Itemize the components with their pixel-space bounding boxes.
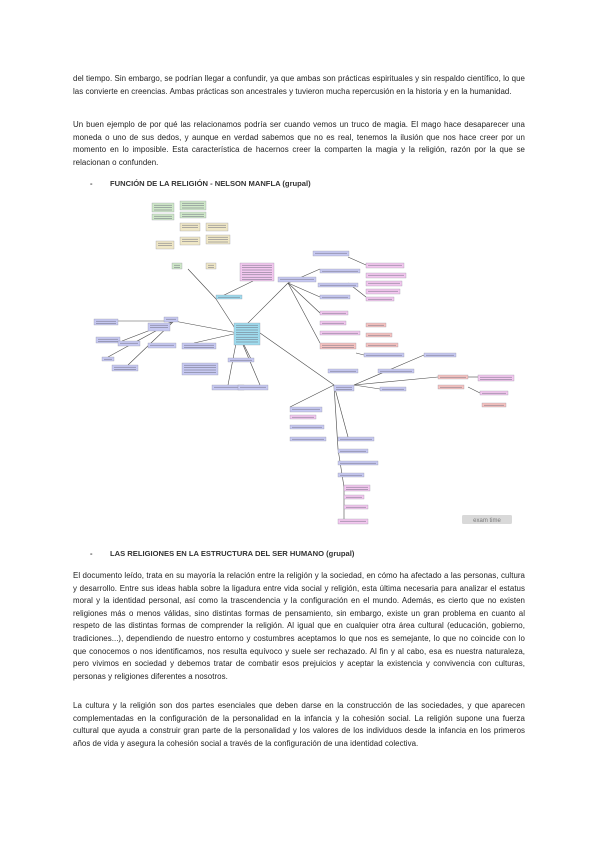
concept-map-node [156, 241, 174, 249]
concept-map-connector [260, 333, 334, 385]
concept-map-node [320, 343, 356, 349]
concept-map-node [313, 251, 349, 256]
concept-map-connector [288, 283, 320, 313]
concept-map-node [366, 281, 402, 286]
concept-map-node [152, 214, 174, 220]
concept-map-connector [354, 377, 438, 385]
concept-map-image [88, 193, 520, 529]
concept-map-node [278, 277, 316, 282]
concept-map-connector [288, 283, 320, 343]
concept-map-connector [188, 269, 216, 299]
concept-map-node [148, 323, 170, 331]
section-heading-funcion-religion [90, 179, 311, 188]
concept-map-node [344, 485, 370, 491]
concept-map-connector [290, 385, 334, 407]
concept-map-node [182, 363, 218, 375]
concept-map-node [148, 343, 176, 348]
concept-map-node [206, 223, 228, 231]
concept-map-node [206, 263, 216, 269]
concept-map-connector [468, 387, 480, 393]
heading-text: LAS RELIGIONES EN LA ESTRUCTURA DEL SER HUMANO (grupal) [110, 549, 355, 558]
heading-text: FUNCIÓN DE LA RELIGIÓN - NELSON MANFLA (grupal) [110, 179, 311, 188]
concept-map-connector [334, 385, 348, 437]
watermark-text: exam time [473, 518, 501, 524]
concept-map-connector [356, 353, 364, 355]
paragraph-culture-religion: La cultura y la religión son dos partes esenciales que deben darse en la construcción de las sociedades, y que aparecen complementadas en la configuración de la personalidad en la infancia y la cohesión social. La religión supone una fuerza cultural que ayuda a construir gran parte de la personalidad y los valores de los individuos desde la infancia en los primeros años de vida y asegura la cohesión social a través de la configuración de una identidad colectiva. [73, 701, 525, 748]
concept-map-connector [348, 257, 366, 265]
paragraph-document-summary: El documento leído, trata en su mayoría la relación entre la religión y la sociedad, en cómo ha afectado a las personas, cultura y desarrollo. Entre sus ideas habla sobre la ligadura entre vida social y religión, esta última necesaria para analizar el estatus moral y la identidad personal, así como la trascendencia y la configuración en el mundo. Además, es cierto que no existen religiones más o menos válidas, sino distintas formas de pensamiento, sin embargo, existe un gran problema en cuanto al respeto de las distintas formas de comprender la religión. Al igual que en cualquier otra área cultural (educación, gobierno, tradiciones...), dependiendo de nuestro entorno y costumbres aceptamos lo que nos es semejante, lo que no coincide con lo que conocemos o nos identificamos, nos resulta equívoco y suele ser rechazado. Al fin y al cabo, esa es nuestra naturaleza, pero vivimos en sociedad y debemos tratar de combatir esos prejuicios y aceptar la existencia y convivencia con culturas, personas y religiones diferentes a nosotros. [73, 571, 525, 681]
concept-map-node [240, 263, 274, 281]
concept-map-connector [288, 283, 320, 297]
paragraph-magic-religion-intro: del tiempo. Sin embargo, se podrían llegar a confundir, ya que ambas son prácticas espirituales y sin respaldo científico, lo que las convierte en creencias. Ambas prácticas son ancestrales y tuvieron mucha repercusión en la historia y en la humanidad. [73, 74, 525, 96]
section-heading-religiones-estructura [90, 549, 354, 558]
concept-map-connector [334, 385, 338, 449]
paragraph-magic-trick-example: Un buen ejemplo de por qué las relacionamos podría ser cuando vemos un truco de magia. El mago hace desaparecer una moneda o uno de sus dedos, y aunque en verdad sabemos que no es real, tenemos la ilusión que nos hace creer por un momento en lo imposible. Esta característica de hacernos creer la comparten la magia y la religión, razón por la que se relacionan o confunden. [73, 120, 525, 167]
concept-map-connector [354, 385, 380, 389]
concept-map-node [96, 337, 120, 343]
concept-map-node [366, 289, 400, 294]
concept-map-node [366, 273, 406, 278]
concept-map-node [180, 223, 200, 231]
concept-map-connector [174, 321, 238, 333]
concept-map-node [164, 317, 178, 322]
heading-bullet: - [90, 549, 93, 558]
concept-map-node [172, 263, 182, 269]
concept-map-node [180, 237, 200, 245]
concept-map-node [118, 341, 140, 346]
concept-map-node [234, 323, 260, 345]
concept-map-node [290, 407, 322, 412]
concept-map-node [112, 365, 138, 371]
heading-bullet: - [90, 179, 93, 188]
concept-map-connector [338, 449, 344, 487]
concept-map-node [238, 385, 268, 390]
concept-map-node [366, 263, 404, 268]
concept-map-diagram [88, 193, 520, 529]
concept-map-node [478, 375, 514, 381]
concept-map-node [338, 519, 368, 524]
concept-map-node [180, 212, 206, 218]
concept-map-node [334, 385, 354, 391]
concept-map-node [94, 319, 118, 325]
concept-map-connector [194, 333, 238, 343]
concept-map-node [182, 343, 216, 349]
